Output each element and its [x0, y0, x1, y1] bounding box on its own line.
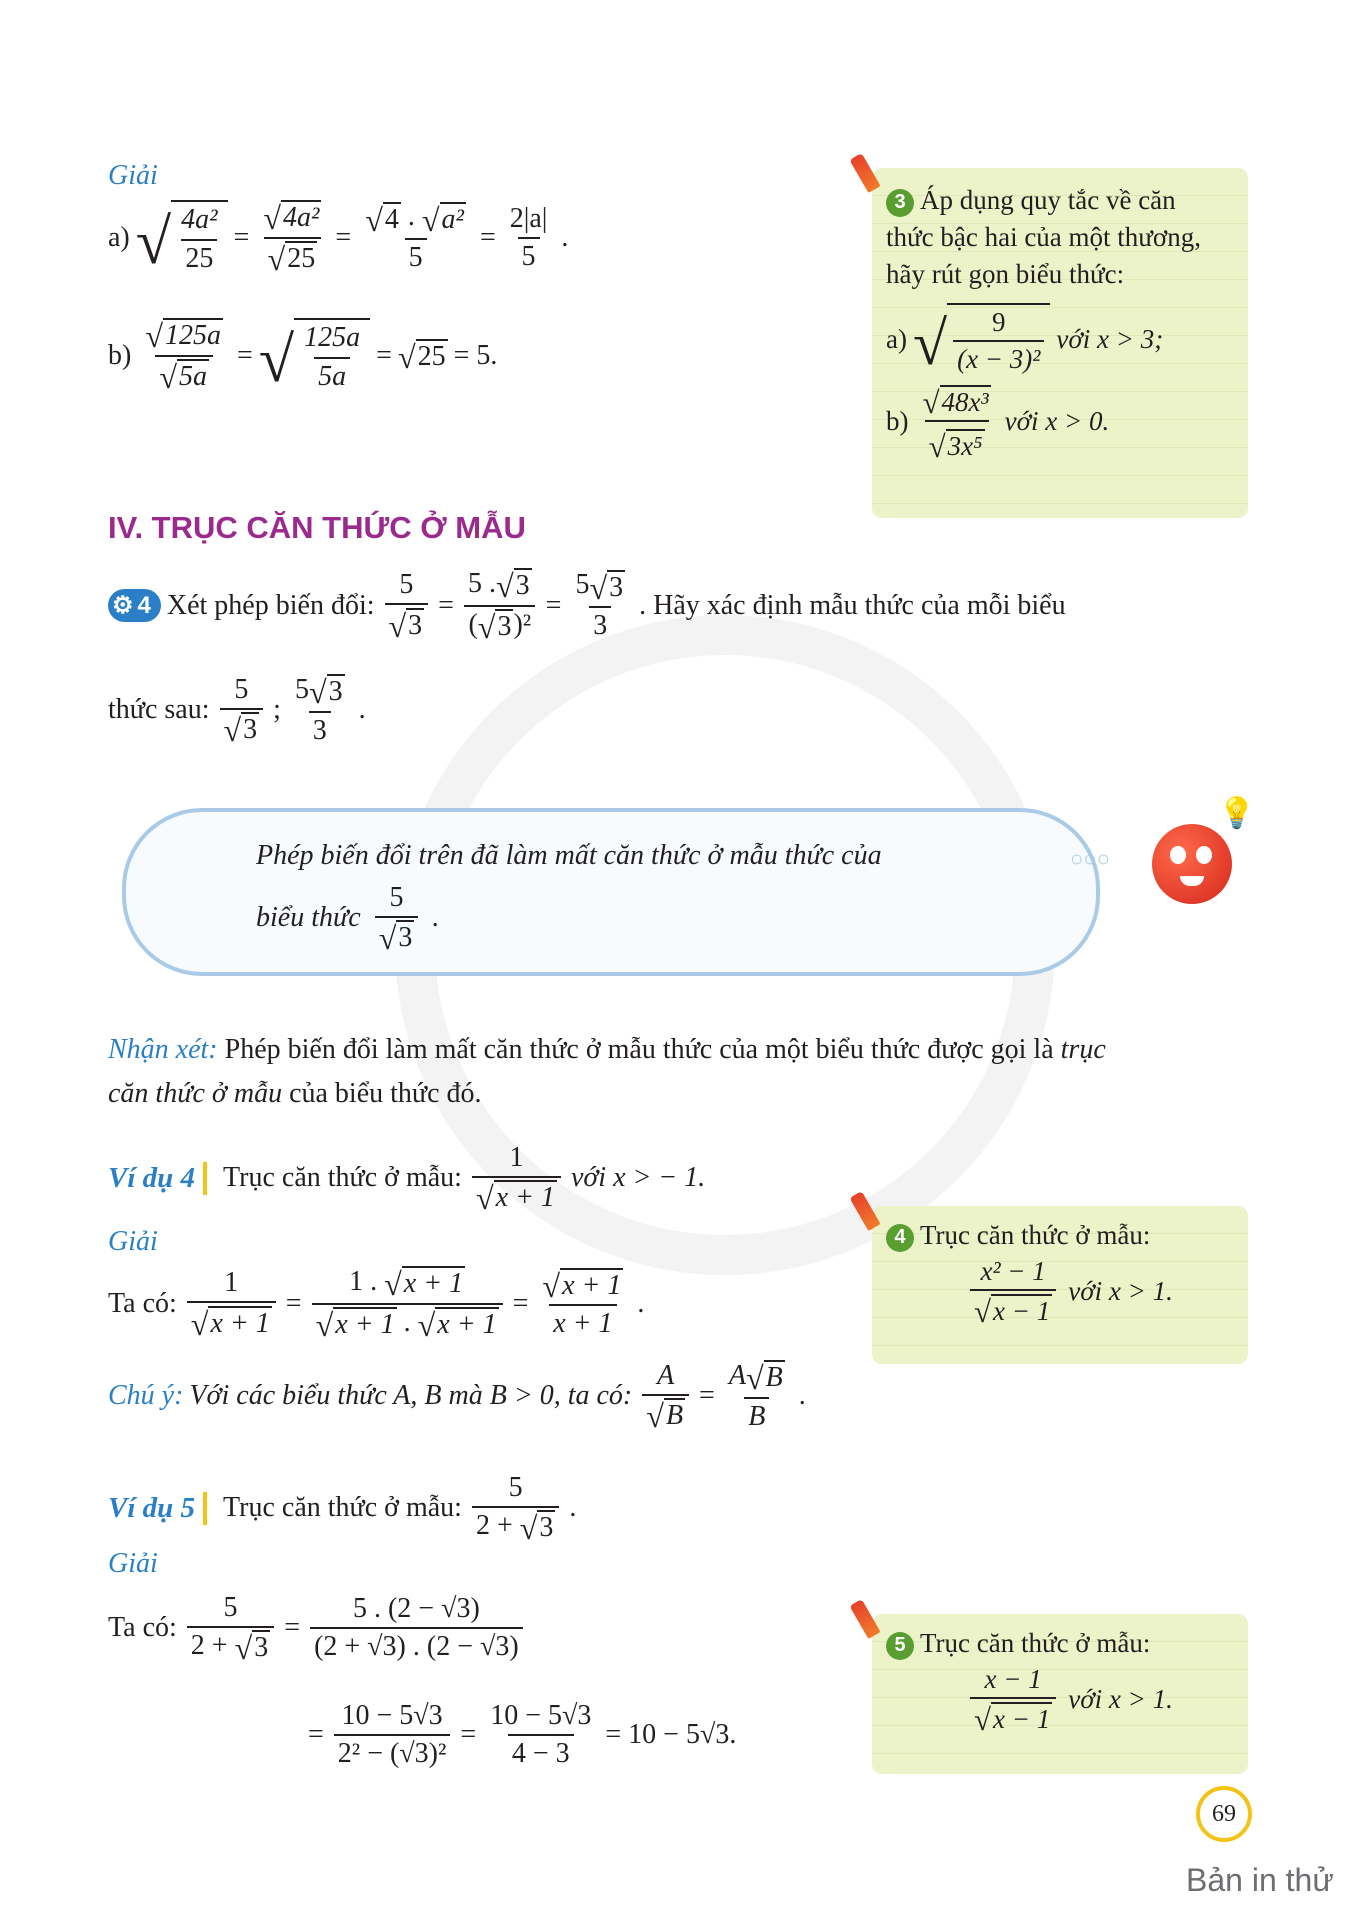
footer-text: Bản in thử: [1186, 1862, 1334, 1898]
item-label: a): [108, 221, 130, 253]
activity-number: 4: [137, 591, 151, 619]
radical: √ $\frac{\text{4a²}}{25}$: [136, 200, 228, 274]
solution-label: Giải: [108, 160, 158, 191]
remark: Nhận xét: Phép biến đổi làm mất căn thức ở mẫu thức của một biểu thức được gọi là trục căn thức ở mẫu của biểu thức đó.: [108, 1034, 1106, 1109]
activity-4: ⚙ 4 Xét phép biến đổi: 5 √ 3 = 5 . √ 3 ( √ 3 )² = 5 √ 3 3 . Hãy xác định mẫu thức của mỗi biểu: [108, 568, 1066, 643]
example-5-solution-line-2: = $\frac{10 - 5√3}{\text{2² − (√3)²}}$ = $\frac{10 - 5√3}{4 - 3}$ = 10 − 5√3.: [308, 1700, 737, 1769]
solution-label: Giải: [108, 1226, 158, 1257]
lightbulb-icon: 💡: [1218, 797, 1256, 830]
note-number-badge: 5: [886, 1632, 914, 1660]
item-label: b): [108, 339, 132, 371]
fraction: √ 125a √ 5a: [145, 318, 221, 396]
example-label: Ví dụ 5: [108, 1492, 207, 1525]
example-label: Ví dụ 4: [108, 1162, 207, 1195]
activity-4-line-2: thức sau: 5 √ 3 ; 5 √ 3 3 .: [108, 674, 366, 749]
example-4: Ví dụ 4 Trục căn thức ở mẫu: 1 √ x + 1 với x > − 1.: [108, 1142, 706, 1217]
page-number: 69: [1196, 1786, 1252, 1842]
note-number-badge: 4: [886, 1224, 914, 1252]
bubble-dots: ○○○: [1070, 846, 1110, 871]
practice-note-3: 3 Áp dụng quy tắc về căn thức bậc hai của một thương, hãy rút gọn biểu thức: a) √ $\frac{9}{\text{(x − 3)²}}$ với x > 3; b) √ 48x³ √ 3x⁵ với x > 0.: [872, 168, 1248, 518]
fraction: √ 4a² √ 25: [263, 200, 320, 278]
practice-note-5: 5 Trục căn thức ở mẫu: x − 1 √ x − 1 với x > 1.: [872, 1614, 1248, 1774]
thought-bubble: Phép biến đổi trên đã làm mất căn thức ở mẫu thức của biểu thức 5 √ 3 .: [122, 808, 1100, 976]
caution: Chú ý: Với các biểu thức A, B mà B > 0, ta có: A √ B = A √ B B .: [108, 1360, 806, 1435]
fraction: √ 4 . √ a² 5: [365, 201, 464, 273]
example-5-solution-line-1: Ta có: 5 2 + √ 3 = $\frac{5 . (2 - √3)}{(2 + √3) . (2 - √3)}$: [108, 1592, 527, 1665]
solution-a: a) √ $\frac{\text{4a²}}{25}$ = √ 4a² √ 25 = √ 4 . √ a² 5 = $\frac{2|a|}{5}$ .: [108, 200, 569, 278]
radical: √ 25: [397, 338, 446, 375]
fraction: $\frac{2|a|}{5}$: [509, 202, 548, 272]
gears-icon: ⚙ 4: [108, 589, 161, 622]
practice-note-4: 4 Trục căn thức ở mẫu: x² − 1 √ x − 1 với x > 1.: [872, 1206, 1248, 1364]
example-4-solution: Ta có: 1 √ x + 1 = 1 . √ x + 1 √ x + 1 . √ x + 1 = √ x + 1 x + 1 .: [108, 1266, 645, 1344]
section-heading: IV. TRỤC CĂN THỨC Ở MẪU: [108, 510, 526, 545]
solution-label: Giải: [108, 1548, 158, 1579]
radical: √ $\frac{125a}{5a}$: [259, 318, 370, 392]
solution-b: b) √ 125a √ 5a = √ $\frac{125a}{5a}$ = √ 25 = 5.: [108, 318, 498, 396]
note-number-badge: 3: [886, 189, 914, 217]
example-5: Ví dụ 5 Trục căn thức ở mẫu: 5 2 + √ 3 .: [108, 1472, 577, 1547]
mascot-icon: [1152, 824, 1232, 904]
